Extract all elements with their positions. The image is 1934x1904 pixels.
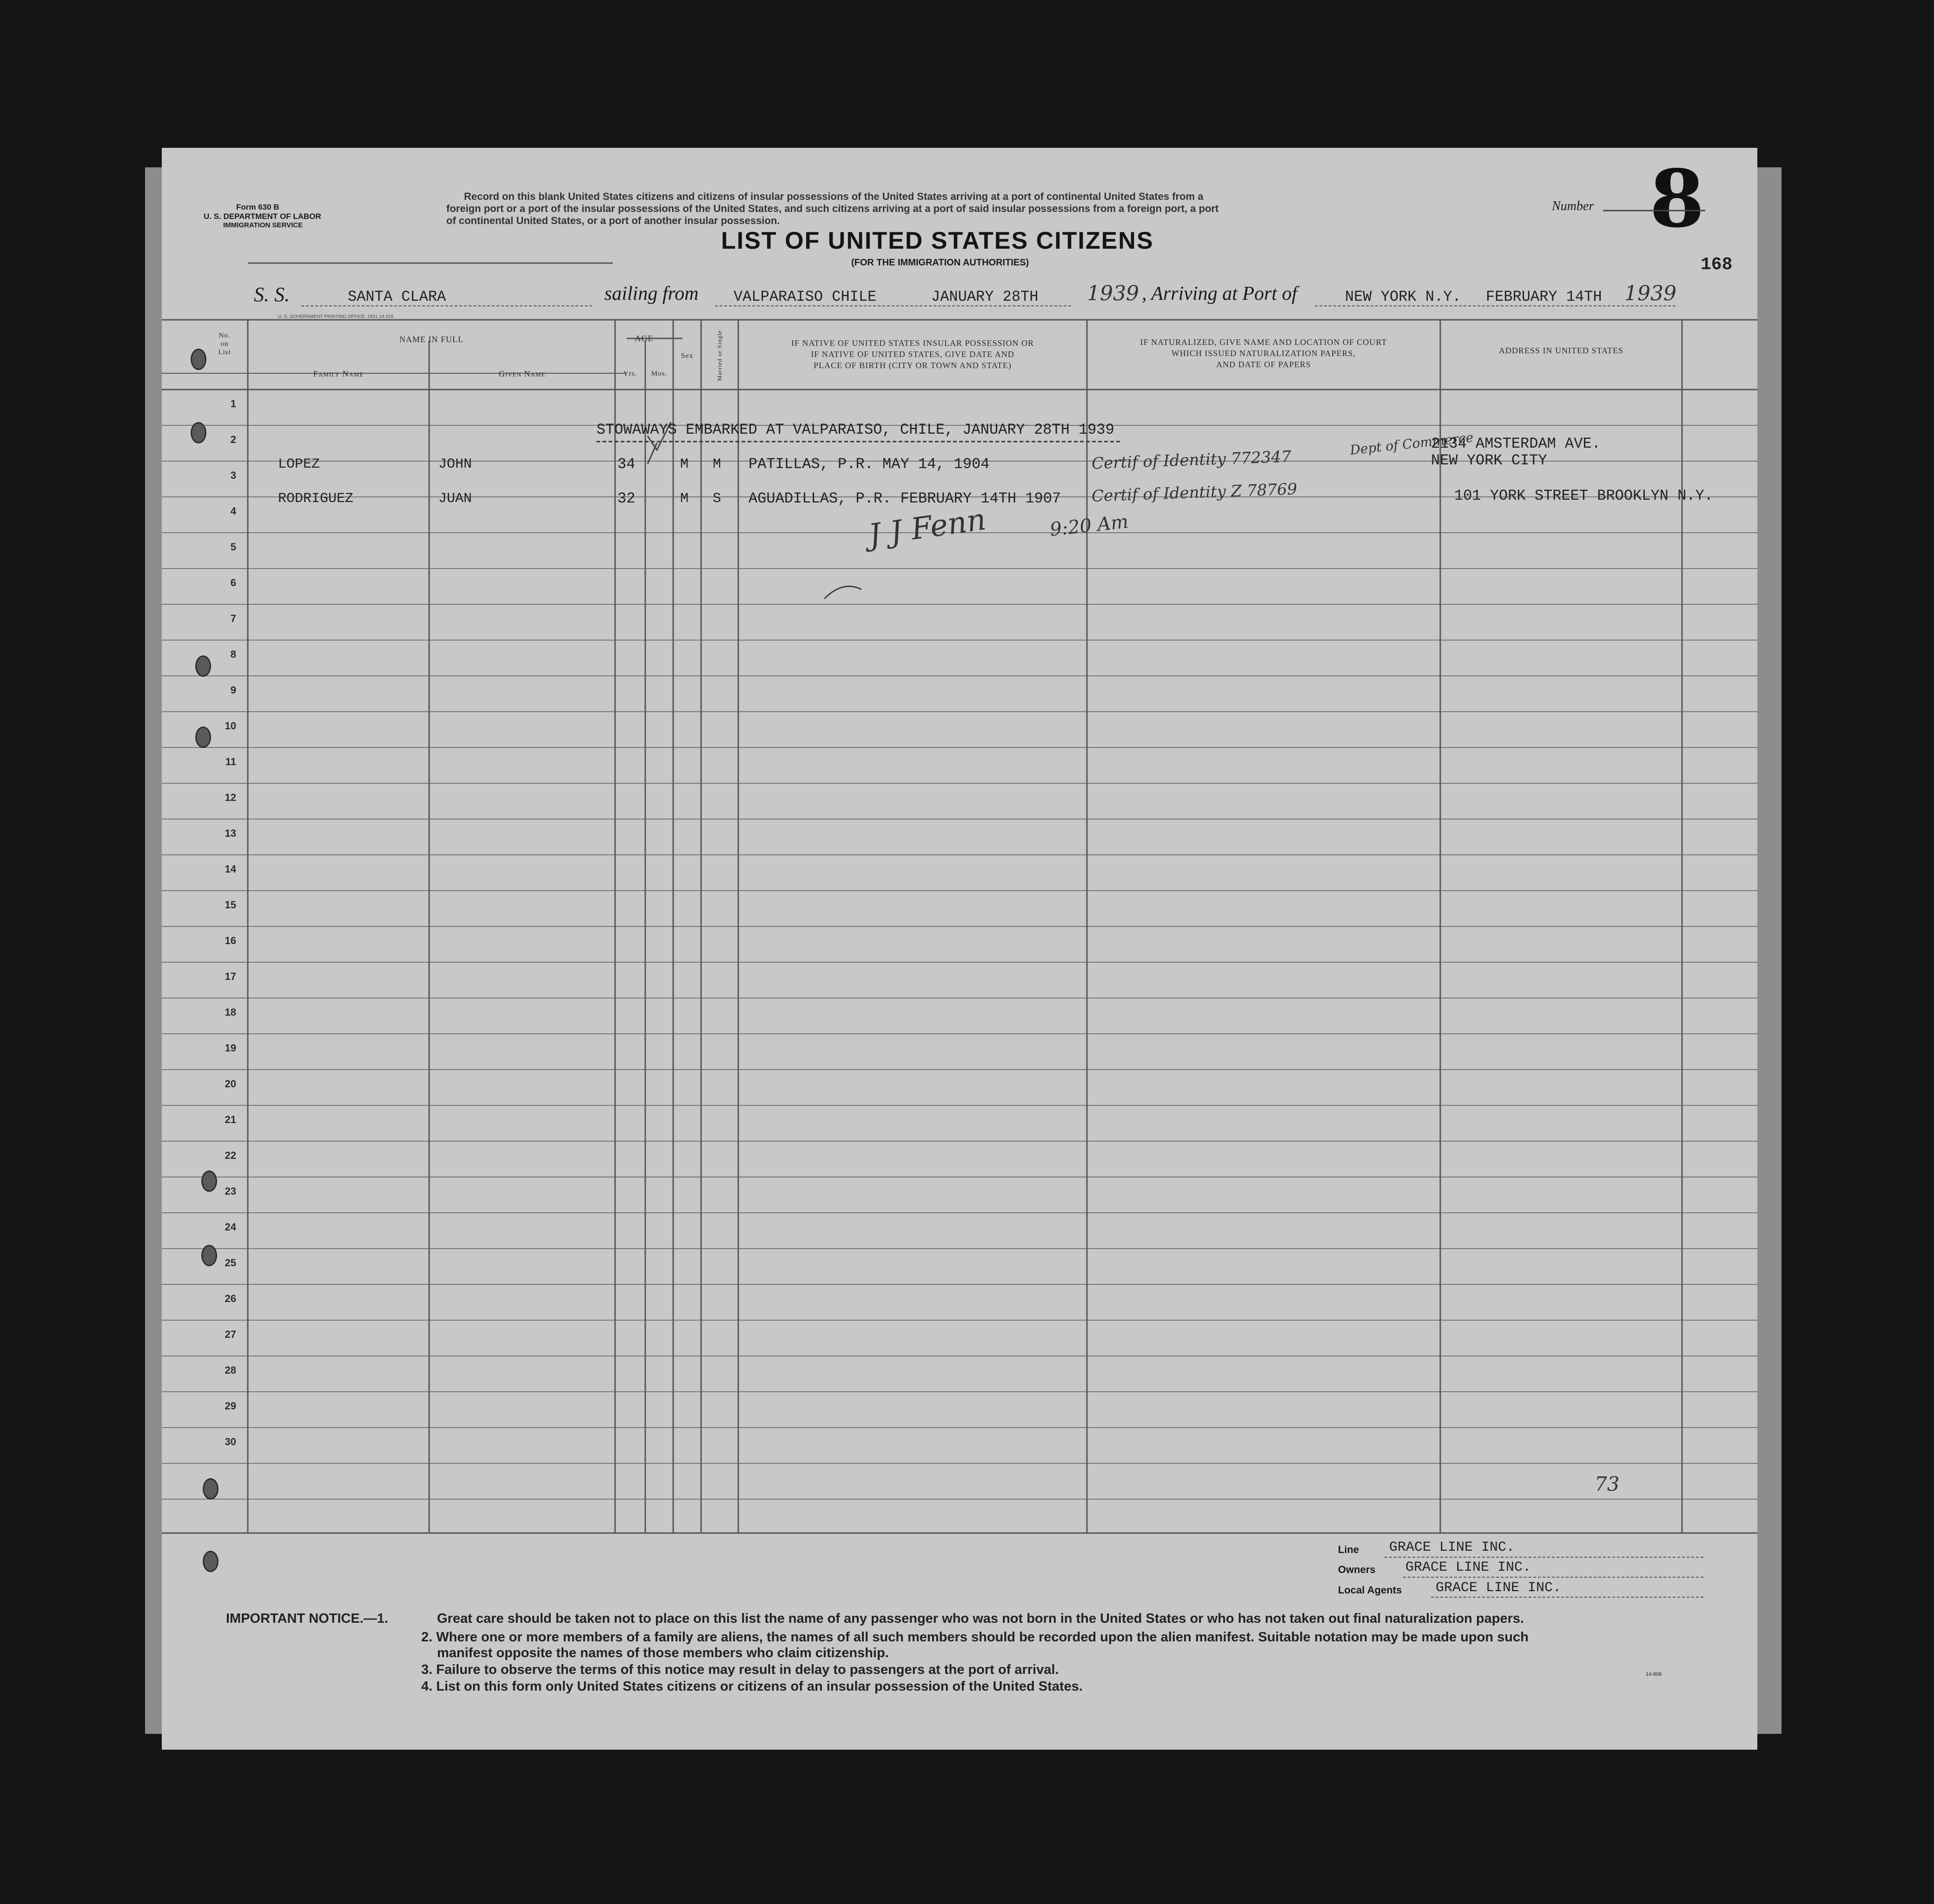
form-number: Form 630 B (236, 203, 279, 212)
stowaways-underline (596, 440, 1122, 443)
row-number: 9 (230, 684, 236, 696)
row-number: 7 (230, 613, 236, 624)
col-married-or-single: Married or Single (716, 330, 723, 381)
notice-item-2-line-1: 2. Where one or more members of a family are aliens, the names of all such members should be recorded upon the alien manifest. Suitable notation may be made upon such (421, 1630, 1529, 1645)
row-number: 5 (230, 541, 236, 553)
passenger-1-given-name: JOHN (438, 456, 472, 472)
passenger-2-family-name: RODRIGUEZ (278, 491, 354, 507)
passenger-1-address-line-2: NEW YORK CITY (1431, 452, 1547, 469)
instruction-line-3: of continental United States, or a port of another insular possession. (446, 215, 780, 226)
row-number: 27 (225, 1329, 236, 1340)
col-no-label: No. (219, 332, 231, 339)
instruction-line-1: Record on this blank United States citizens and citizens of insular possessions of the United States arriving at a port of continental United States from a (464, 191, 1204, 202)
departure-date: JANUARY 28TH (931, 288, 1039, 305)
passenger-2-address: 101 YORK STREET BROOKLYN N.Y. (1454, 487, 1713, 504)
agents-label: Local Agents (1338, 1584, 1402, 1596)
footer-underlines (1371, 1542, 1705, 1603)
col-native-line-2: IF NATIVE OF UNITED STATES, GIVE DATE AND (811, 350, 1014, 359)
print-code: U. S. GOVERNMENT PRINTING OFFICE: 1931 14-216 (278, 314, 394, 319)
row-number: 26 (225, 1293, 236, 1304)
row-number: 18 (225, 1006, 236, 1018)
passenger-2-age: 32 (617, 490, 636, 507)
binding-hole (201, 1170, 217, 1192)
passenger-1-birth: PATILLAS, P.R. MAY 14, 1904 (748, 456, 990, 473)
passenger-1-family-name: LOPEZ (278, 456, 320, 472)
col-given-name: Given Name (498, 369, 546, 378)
department-name: U. S. DEPARTMENT OF LABOR (204, 212, 321, 221)
passenger-2-birth: AGUADILLAS, P.R. FEBRUARY 14TH 1907 (748, 490, 1061, 507)
row-number: 1 (230, 398, 236, 410)
row-number: 21 (225, 1114, 236, 1125)
stowaways-note: STOWAWAYS EMBARKED AT VALPARAISO, CHILE, JANUARY 28TH 1939 (596, 421, 1114, 438)
line-label: Line (1338, 1544, 1359, 1555)
passenger-1-papers-note: Dept of Commerce (1349, 430, 1474, 458)
binding-hole (191, 349, 206, 370)
number-value: 8 (1649, 152, 1705, 245)
row-number: 20 (225, 1078, 236, 1090)
row-number: 11 (225, 756, 236, 767)
notice-item-2-line-2: manifest opposite the names of those members who claim citizenship. (437, 1646, 889, 1660)
row-number: 14 (225, 863, 236, 875)
col-naturalized-line-3: AND DATE OF PAPERS (1216, 360, 1311, 369)
binding-hole (203, 1551, 219, 1572)
passenger-2-sex: M (680, 491, 689, 507)
line-value: GRACE LINE INC. (1389, 1540, 1515, 1555)
col-naturalized (1087, 337, 1440, 370)
ss-label: S. S. (254, 283, 290, 306)
notice-heading: IMPORTANT NOTICE.—1. (226, 1611, 389, 1626)
col-address: ADDRESS IN UNITED STATES (1498, 346, 1624, 355)
col-age: AGE (635, 334, 654, 343)
passenger-2-marital: S (713, 491, 722, 507)
row-number: 24 (225, 1221, 236, 1233)
col-native-line-1: IF NATIVE OF UNITED STATES INSULAR POSSESSION OR (791, 338, 1034, 348)
passenger-2-given-name: JUAN (438, 491, 472, 507)
number-label: Number (1552, 199, 1594, 213)
sailing-label: sailing from (604, 283, 699, 304)
binding-hole (195, 727, 211, 748)
passenger-1-age: 34 (617, 456, 636, 473)
col-on-label: on (220, 340, 229, 348)
departure-port: VALPARAISO CHILE (734, 288, 877, 305)
col-no-on-list (206, 331, 243, 357)
col-list-label: List (218, 349, 231, 356)
notice-item-4: 4. List on this form only United States citizens or citizens of an insular possession of the United States. (421, 1679, 1083, 1694)
row-number: 30 (225, 1436, 236, 1448)
row-number: 6 (230, 577, 236, 588)
row-number: 28 (225, 1364, 236, 1376)
passenger-2-papers: Certif of Identity Z 78769 (1091, 480, 1298, 506)
manifest-page (162, 148, 1757, 1750)
owners-value: GRACE LINE INC. (1405, 1560, 1531, 1575)
notice-item-1: Great care should be taken not to place on this list the name of any passenger who was not born in the United States or who has not taken out final naturalization papers. (437, 1611, 1524, 1626)
col-family-name: Family Name (313, 369, 364, 378)
page-subtitle: (FOR THE IMMIGRATION AUTHORITIES) (851, 258, 1029, 268)
agents-value: GRACE LINE INC. (1436, 1580, 1562, 1596)
col-naturalized-line-1: IF NATURALIZED, GIVE NAME AND LOCATION OF COURT (1140, 337, 1387, 347)
row-number: 12 (225, 792, 236, 803)
passenger-1-sex: M (680, 456, 689, 472)
page-number: 168 (1701, 255, 1733, 275)
row-number: 25 (225, 1257, 236, 1269)
row-number: 15 (225, 899, 236, 911)
page-title: LIST OF UNITED STATES CITIZENS (721, 227, 1154, 254)
row-number: 4 (230, 505, 236, 517)
binding-hole (191, 422, 206, 443)
voyage-underlines (162, 148, 1757, 311)
col-sex: Sex (681, 352, 694, 360)
signature-note: J J Fenn (867, 502, 988, 553)
row-number: 10 (225, 720, 236, 732)
row-number: 3 (230, 469, 236, 481)
col-naturalized-line-2: WHICH ISSUED NATURALIZATION PAPERS, (1171, 349, 1356, 358)
row-number: 17 (225, 971, 236, 982)
row-number: 29 (225, 1400, 236, 1412)
row-number: 2 (230, 434, 236, 445)
corner-code: 14-806 (1646, 1672, 1662, 1677)
arrival-date: FEBRUARY 14TH (1486, 288, 1602, 305)
arriving-label: , Arriving at Port of (1142, 283, 1298, 304)
passenger-1-address-line-1: 2134 AMSTERDAM AVE. (1431, 435, 1601, 452)
row-number: 23 (225, 1185, 236, 1197)
col-name-in-full: NAME IN FULL (399, 335, 464, 344)
col-age-yrs: Yrs. (623, 370, 637, 377)
arrival-year: 1939 (1624, 282, 1676, 305)
service-name: IMMIGRATION SERVICE (223, 221, 303, 229)
row-number: 13 (225, 827, 236, 839)
col-native-line-3: PLACE OF BIRTH (CITY OR TOWN AND STATE) (814, 361, 1012, 370)
table-grid (162, 148, 1757, 1750)
passenger-1-marital: M (713, 456, 722, 472)
col-age-mos: Mos. (651, 370, 668, 377)
time-note: 9:20 Am (1049, 511, 1130, 541)
passenger-1-papers: Certif of Identity 772347 (1091, 447, 1292, 473)
ship-name: SANTA CLARA (348, 288, 446, 305)
row-number: 19 (225, 1042, 236, 1054)
arrival-port: NEW YORK N.Y. (1345, 288, 1461, 305)
row-number: 8 (230, 648, 236, 660)
binding-hole (201, 1245, 217, 1266)
departure-year: 1939 (1087, 282, 1139, 305)
row-number: 22 (225, 1150, 236, 1161)
row-number: 16 (225, 935, 236, 946)
margin-number: 73 (1595, 1473, 1620, 1495)
binding-hole (203, 1478, 219, 1500)
owners-label: Owners (1338, 1564, 1376, 1575)
instruction-line-2: foreign port or a port of the insular possessions of the United States, and such citizens arriving at a port of said insular possessions from a foreign port, a port (446, 203, 1219, 214)
col-native-birth (738, 337, 1087, 371)
binding-hole (195, 655, 211, 677)
notice-item-3: 3. Failure to observe the terms of this notice may result in delay to passengers at the port of arrival. (421, 1662, 1059, 1677)
